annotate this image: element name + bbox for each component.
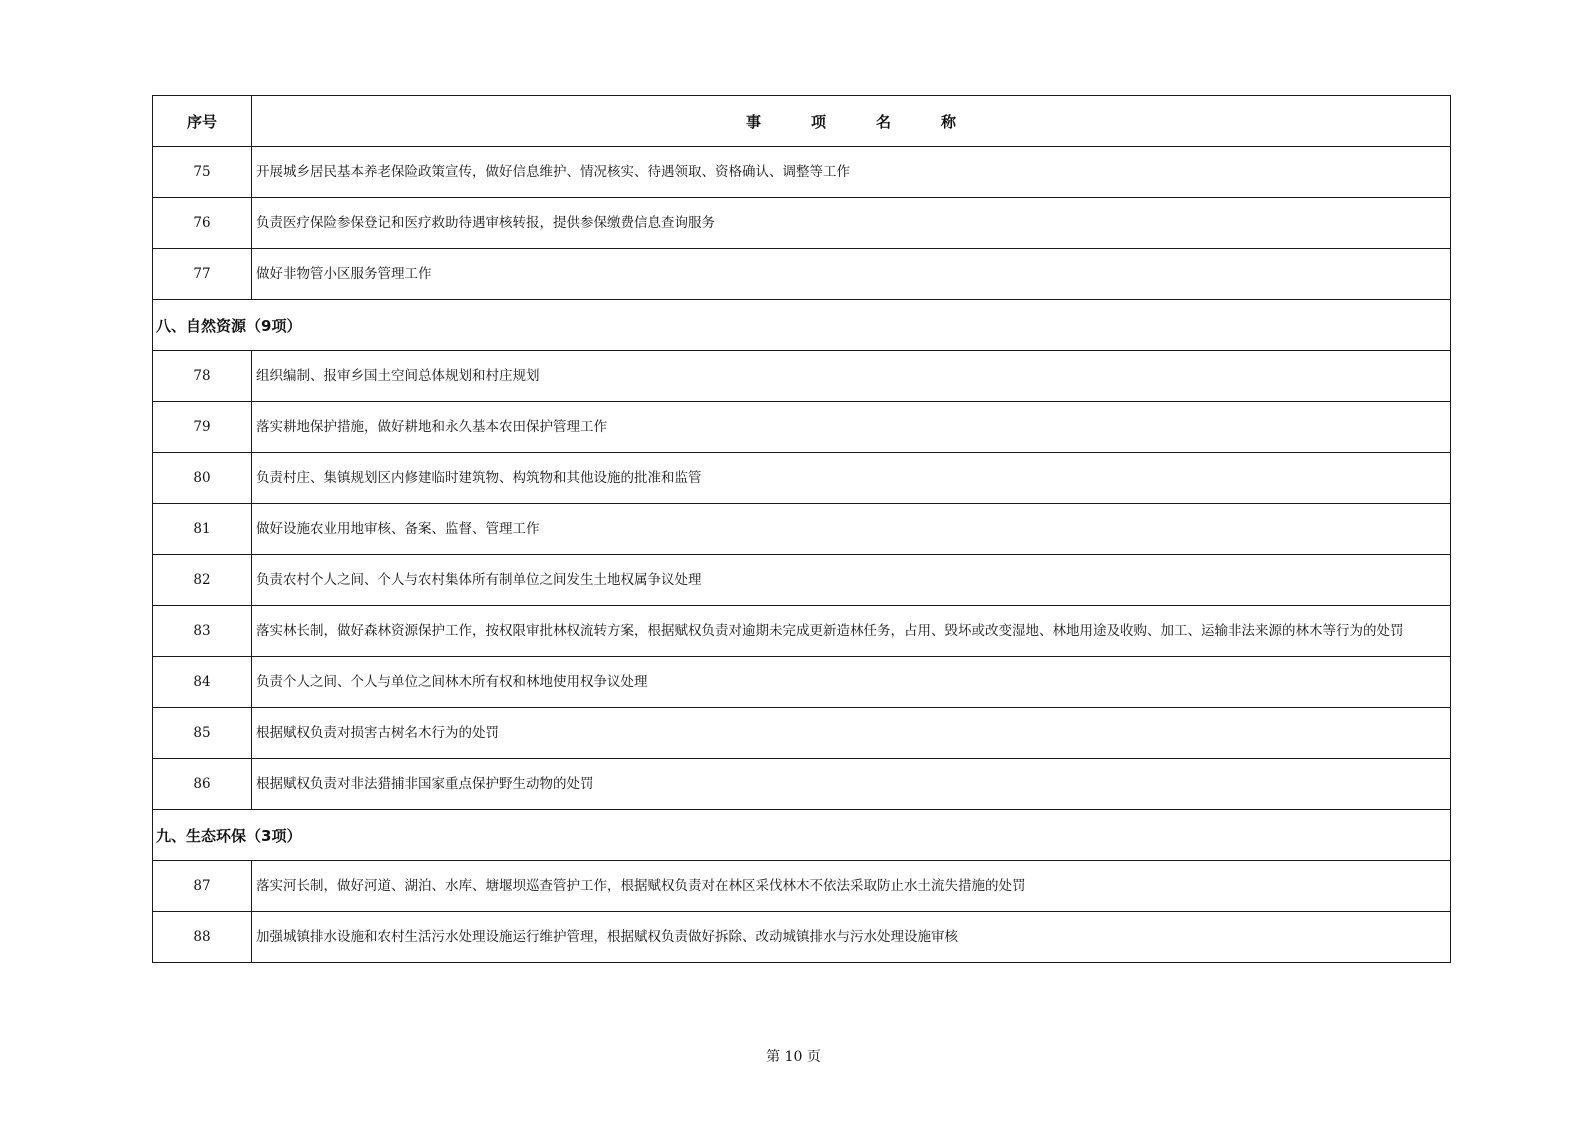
row-number: 75: [153, 147, 252, 198]
row-name: 加强城镇排水设施和农村生活污水处理设施运行维护管理，根据赋权负责做好拆除、改动城镇排水与污水处理设施审核: [252, 912, 1451, 963]
row-name: 做好非物管小区服务管理工作: [252, 249, 1451, 300]
table-row: [153, 198, 1451, 249]
table-row: [153, 861, 1451, 912]
table-row: [153, 912, 1451, 963]
row-name: 根据赋权负责对非法猎捕非国家重点保护野生动物的处罚: [252, 759, 1451, 810]
section-row: [153, 810, 1451, 861]
table-row: [153, 402, 1451, 453]
row-number: 79: [153, 402, 252, 453]
table-row: [153, 453, 1451, 504]
section-title: 九、生态环保（3项）: [153, 810, 1451, 861]
row-number: 80: [153, 453, 252, 504]
table-row: [153, 555, 1451, 606]
table-row: [153, 504, 1451, 555]
table-row: [153, 759, 1451, 810]
matters-table: [152, 95, 1451, 963]
row-number: 78: [153, 351, 252, 402]
row-number: 88: [153, 912, 252, 963]
row-name: 负责个人之间、个人与单位之间林木所有权和林地使用权争议处理: [252, 657, 1451, 708]
row-name: 落实耕地保护措施，做好耕地和永久基本农田保护管理工作: [252, 402, 1451, 453]
row-name: 负责医疗保险参保登记和医疗救助待遇审核转报，提供参保缴费信息查询服务: [252, 198, 1451, 249]
row-name: 落实林长制，做好森林资源保护工作，按权限审批林权流转方案，根据赋权负责对逾期未完成更新造林任务，占用、毁坏或改变湿地、林地用途及收购、加工、运输非法来源的林木等行为的处罚: [252, 606, 1451, 657]
section-title: 八、自然资源（9项）: [153, 300, 1451, 351]
table-row: [153, 657, 1451, 708]
row-number: 81: [153, 504, 252, 555]
row-name: 根据赋权负责对损害古树名木行为的处罚: [252, 708, 1451, 759]
row-name: 开展城乡居民基本养老保险政策宣传，做好信息维护、情况核实、待遇领取、资格确认、调整等工作: [252, 147, 1451, 198]
row-name: 负责农村个人之间、个人与农村集体所有制单位之间发生土地权属争议处理: [252, 555, 1451, 606]
table-row: [153, 708, 1451, 759]
table-row: [153, 606, 1451, 657]
row-number: 86: [153, 759, 252, 810]
header-number: 序号: [153, 96, 252, 147]
row-name: 做好设施农业用地审核、备案、监督、管理工作: [252, 504, 1451, 555]
row-number: 85: [153, 708, 252, 759]
table-row: [153, 147, 1451, 198]
section-row: [153, 300, 1451, 351]
row-number: 76: [153, 198, 252, 249]
table-row: [153, 249, 1451, 300]
row-number: 87: [153, 861, 252, 912]
row-number: 82: [153, 555, 252, 606]
row-number: 83: [153, 606, 252, 657]
row-name: 组织编制、报审乡国土空间总体规划和村庄规划: [252, 351, 1451, 402]
row-number: 77: [153, 249, 252, 300]
row-name: 落实河长制，做好河道、湖泊、水库、塘堰坝巡查管护工作，根据赋权负责对在林区采伐林木不依法采取防止水土流失措施的处罚: [252, 861, 1451, 912]
table-body: [153, 147, 1451, 963]
table-row: [153, 351, 1451, 402]
row-name: 负责村庄、集镇规划区内修建临时建筑物、构筑物和其他设施的批准和监管: [252, 453, 1451, 504]
header-name: 事项名称: [252, 96, 1451, 147]
table-header-row: [153, 96, 1451, 147]
page-number: 第 10 页: [766, 1049, 821, 1065]
row-number: 84: [153, 657, 252, 708]
